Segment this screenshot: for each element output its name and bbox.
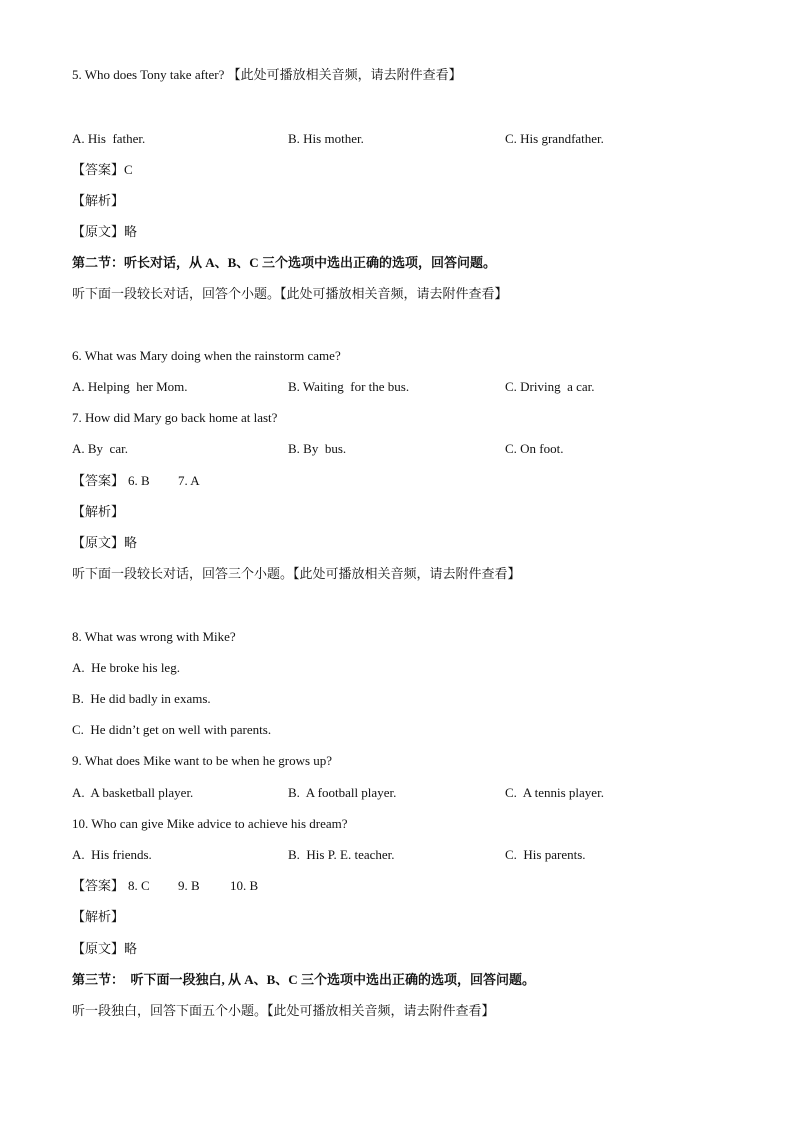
q10-option-a: A. His friends. [72, 847, 152, 862]
q5-option-b: B. His mother. [288, 131, 364, 146]
q9-option-c: C. A tennis player. [505, 785, 604, 800]
q5-question: 5. Who does Tony take after? 【此处可播放相关音频，请去附件查看】 [72, 67, 462, 82]
q8-option-a: A. He broke his leg. [72, 660, 180, 675]
q9-question: 9. What does Mike want to be when he grows up? [72, 753, 333, 768]
q10-question: 10. Who can give Mike advice to achieve his dream? [72, 816, 348, 831]
q9-option-b: B. A football player. [288, 785, 397, 800]
q5-option-c: C. His grandfather. [505, 131, 604, 146]
section2-instruction-1: 听下面一段较长对话，回答个小题。【此处可播放相关音频，请去附件查看】 [72, 286, 508, 301]
q10-option-c: C. His parents. [505, 847, 586, 862]
q6-option-a: A. Helping her Mom. [72, 379, 188, 394]
q6-question: 6. What was Mary doing when the rainstorm came? [72, 348, 341, 363]
answer-7: 7. A [178, 473, 200, 488]
answer-10: 10. B [230, 878, 259, 893]
q5-analysis: 【解析】 [72, 193, 125, 208]
q8-question: 8. What was wrong with Mike? [72, 629, 236, 644]
answer-label: 【答案】 [72, 878, 125, 893]
analysis-8-10: 【解析】 [72, 909, 125, 924]
q10-option-b: B. His P. E. teacher. [288, 847, 395, 862]
section2-heading: 第二节：听长对话，从 A、B、C 三个选项中选出正确的选项，回答问题。 [72, 255, 496, 270]
q7-question: 7. How did Mary go back home at last? [72, 410, 278, 425]
analysis-6-7: 【解析】 [72, 504, 125, 519]
q7-option-c: C. On foot. [505, 441, 564, 456]
section2-instruction-2: 听下面一段较长对话，回答三个小题。【此处可播放相关音频，请去附件查看】 [72, 566, 521, 581]
q5-answer: 【答案】C [72, 162, 133, 177]
q9-option-a: A. A basketball player. [72, 785, 194, 800]
answer-9: 9. B [178, 878, 200, 893]
q7-option-b: B. By bus. [288, 441, 347, 456]
original-6-7: 【原文】略 [72, 535, 138, 550]
q6-option-b: B. Waiting for the bus. [288, 379, 410, 394]
answer-label: 【答案】 [72, 473, 125, 488]
q5-option-a: A. His father. [72, 131, 146, 146]
original-8-10: 【原文】略 [72, 941, 138, 956]
answer-8: 8. C [128, 878, 150, 893]
q8-option-b: B. He did badly in exams. [72, 691, 211, 706]
section3-instruction: 听一段独白，回答下面五个小题。【此处可播放相关音频，请去附件查看】 [72, 1003, 495, 1018]
q6-option-c: C. Driving a car. [505, 379, 595, 394]
q5-original: 【原文】略 [72, 224, 138, 239]
answer-6: 6. B [128, 473, 150, 488]
q7-option-a: A. By car. [72, 441, 128, 456]
section3-heading: 第三节： 听下面一段独白, 从 A、B、C 三个选项中选出正确的选项，回答问题。 [72, 972, 535, 987]
q8-option-c: C. He didn’t get on well with parents. [72, 722, 272, 737]
